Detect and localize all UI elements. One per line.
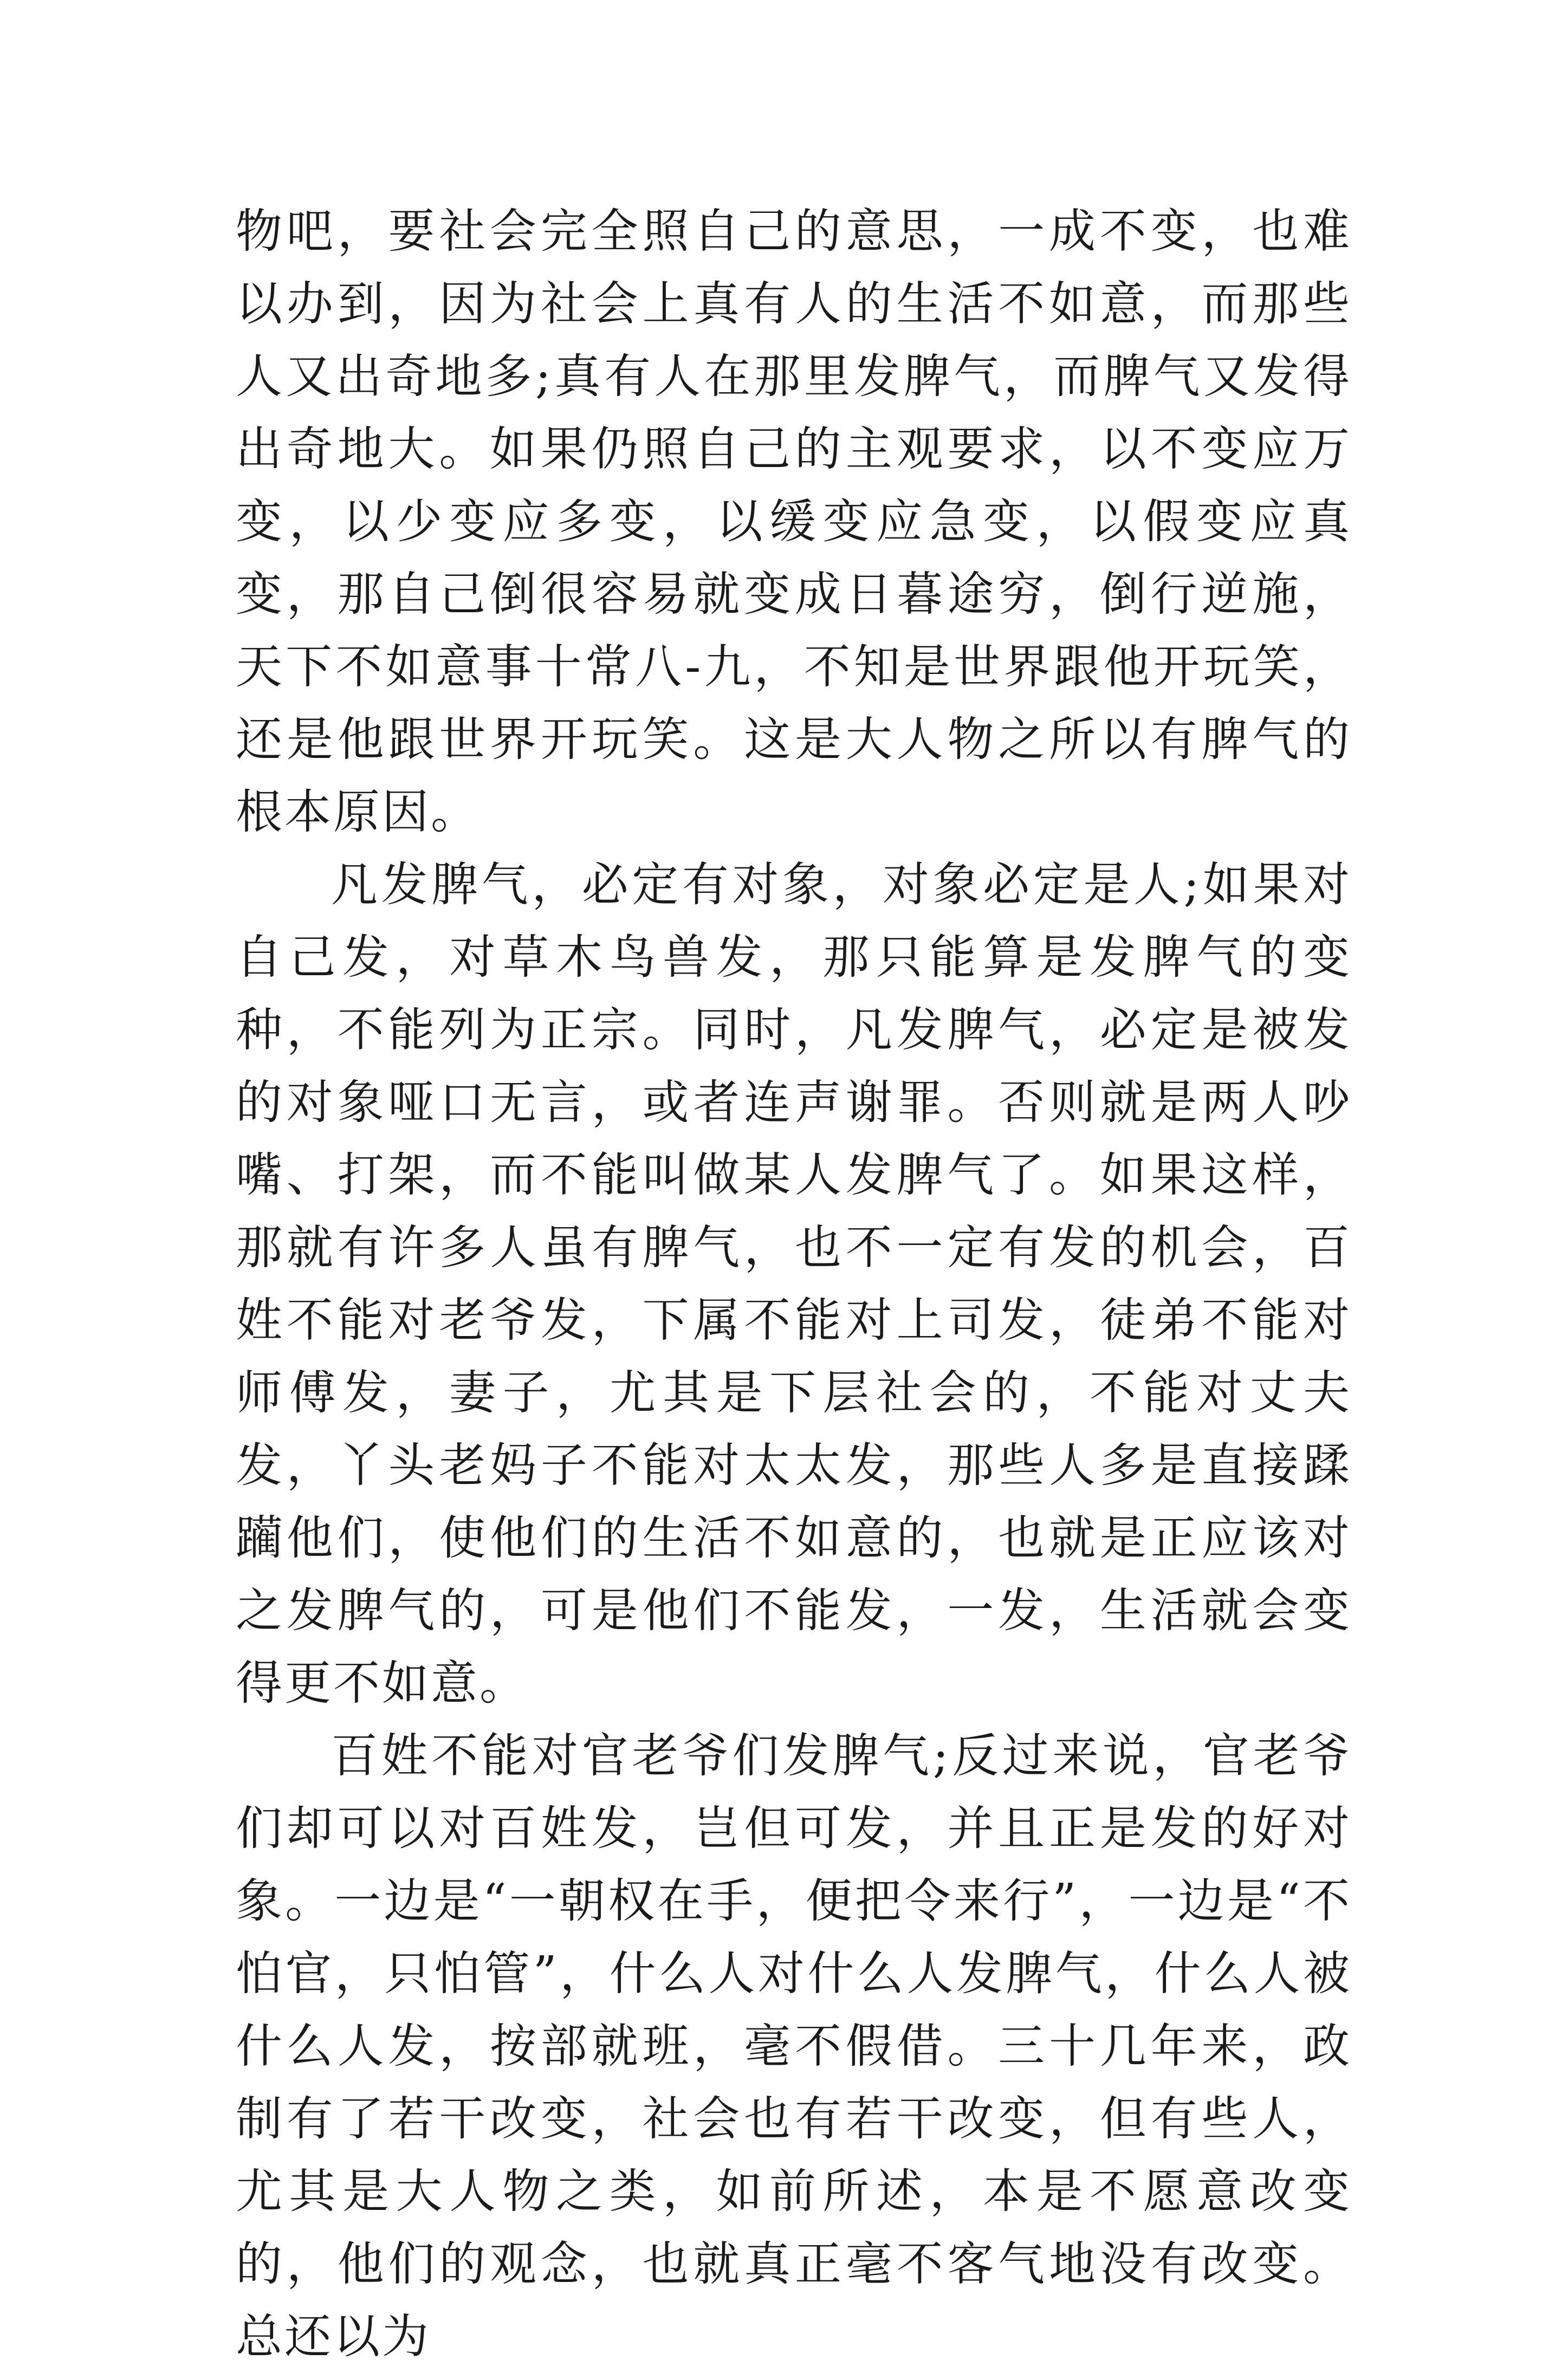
paragraph-1: 物吧，要社会完全照自己的意思，一成不变，也难以办到，因为社会上真有人的生活不如意，而那些人又出奇地多;真有人在那里发脾气，而脾气又发得出奇地大。如果仍照自己的主观要求，以不变应万变，以少变应多变，以缓变应急变，以假变应真变，那自己倒很容易就变成日暮途穷，倒行逆施，天下不如意事十常八-九，不知是世界跟他开玩笑，还是他跟世界开玩笑。这是大人物之所以有脾气的根本原因。 xyxy=(236,204,1352,839)
paragraph-3: 百姓不能对官老爷们发脾气;反过来说，官老爷们却可以对百姓发，岂但可发，并且正是发的好对象。一边是“一朝权在手，便把令来行”，一边是“不怕官，只怕管”，什么人对什么人发脾气，什么人被什么人发，按部就班，毫不假借。三十几年来，政制有了若干改变，社会也有若干改变，但有些人，尤其是大人物之类，如前所述，本是不愿意改变的，他们的观念，也就真正毫不客气地没有改变。总还以为 xyxy=(236,1729,1352,2364)
body-text xyxy=(236,195,1352,2373)
paragraph-2: 凡发脾气，必定有对象，对象必定是人;如果对自己发，对草木鸟兽发，那只能算是发脾气的变种，不能列为正宗。同时，凡发脾气，必定是被发的对象哑口无言，或者连声谢罪。否则就是两人吵嘴、打架，而不能叫做某人发脾气了。如果这样，那就有许多人虽有脾气，也不一定有发的机会，百姓不能对老爷发，下属不能对上司发，徒弟不能对师傅发，妻子，尤其是下层社会的，不能对丈夫发，丫头老妈子不能对太太发，那些人多是直接蹂躏他们，使他们的生活不如意的，也就是正应该对之发脾气的，可是他们不能发，一发，生活就会变得更不如意。 xyxy=(236,858,1352,1710)
